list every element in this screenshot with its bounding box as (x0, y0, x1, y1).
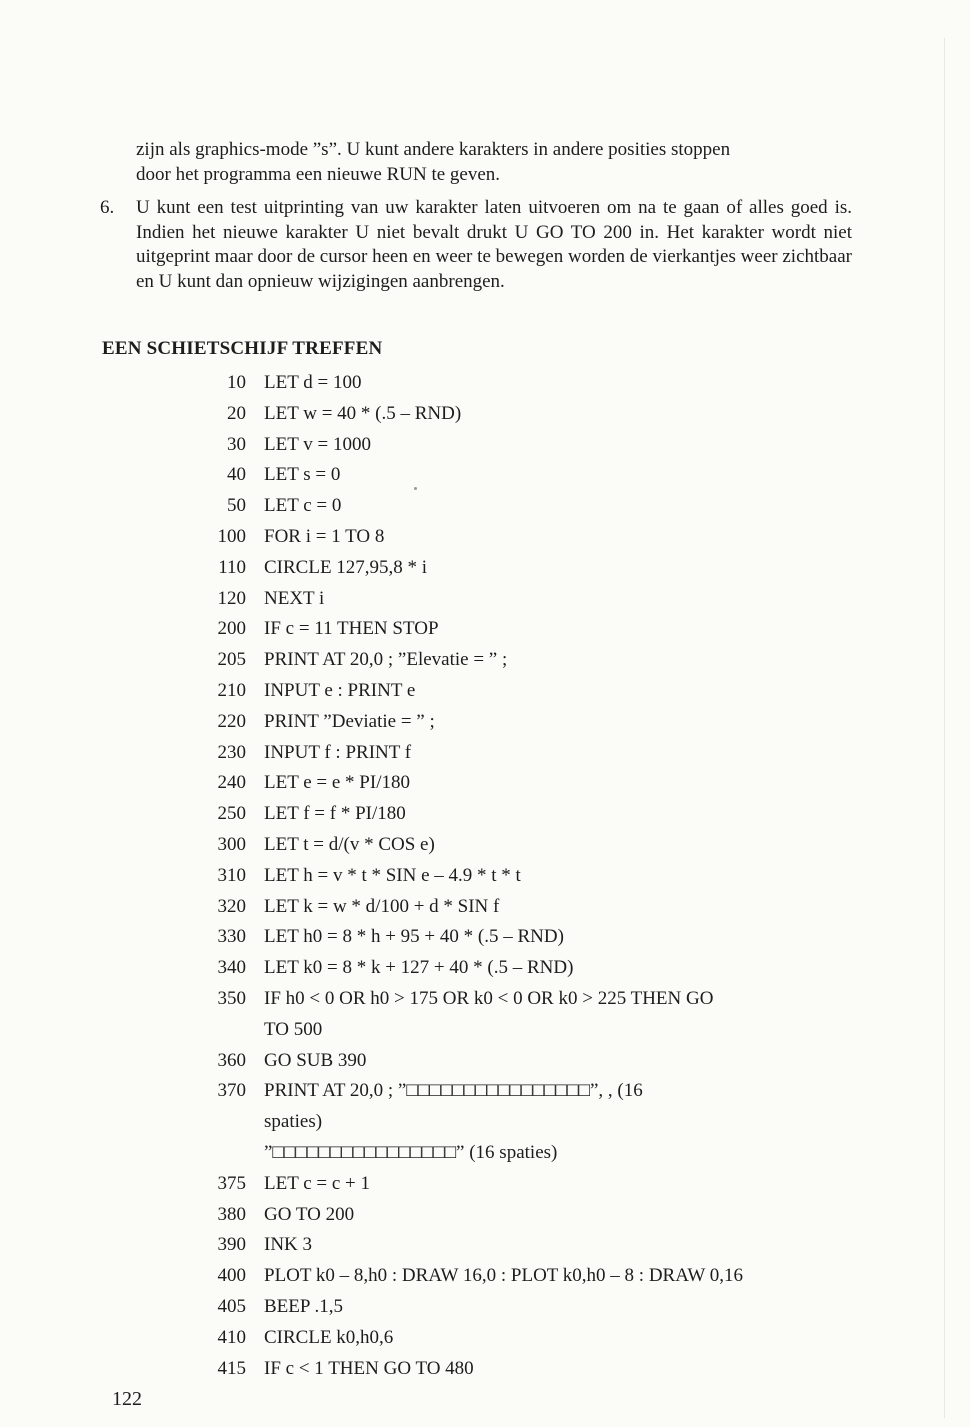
code-statement: IF c = 11 THEN STOP (264, 618, 439, 640)
line-number: 415 (217, 1357, 246, 1379)
code-line (198, 984, 878, 1015)
line-number: 100 (217, 525, 246, 547)
code-statement: LET h0 = 8 * h + 95 + 40 * (.5 – RND) (264, 926, 564, 948)
code-line (198, 830, 878, 861)
code-line (198, 861, 878, 892)
line-number: 370 (217, 1080, 246, 1102)
code-statement: PLOT k0 – 8,h0 : DRAW 16,0 : PLOT k0,h0 – 8 : DRAW 0,16 (264, 1265, 744, 1287)
intro-line-2: door het programma een nieuwe RUN te geven. (136, 164, 501, 185)
code-statement: PRINT ”Deviatie = ” ; (264, 710, 435, 732)
code-continuation-text: spaties) (264, 1111, 323, 1133)
code-statement: LET s = 0 (264, 464, 341, 486)
page-number: 122 (112, 1388, 142, 1410)
code-statement: LET k = w * d/100 + d * SIN f (264, 895, 500, 917)
line-number: 375 (217, 1172, 246, 1194)
line-number: 250 (217, 803, 246, 825)
code-line (198, 1292, 878, 1323)
line-number: 230 (217, 741, 246, 763)
code-statement: LET v = 1000 (264, 433, 371, 455)
line-number: 205 (217, 649, 246, 671)
code-line (198, 1354, 878, 1385)
code-continuation (198, 1015, 878, 1046)
code-statement: INPUT f : PRINT f (264, 741, 412, 763)
code-line (198, 1200, 878, 1231)
code-statement: IF h0 < 0 OR h0 > 175 OR k0 < 0 OR k0 > 225 THEN GO (264, 987, 714, 1009)
code-statement: LET c = c + 1 (264, 1172, 371, 1194)
code-line (198, 738, 878, 769)
code-statement: LET d = 100 (264, 372, 362, 393)
item-number: 6. (100, 197, 115, 218)
line-number: 50 (227, 495, 246, 517)
code-continuation-text: TO 500 (264, 1018, 323, 1040)
intro-line-1: zijn als graphics-mode ”s”. U kunt andere karakters in andere posities stoppen (136, 139, 731, 160)
line-number: 210 (217, 679, 246, 701)
code-statement: LET k0 = 8 * k + 127 + 40 * (.5 – RND) (264, 957, 574, 979)
code-continuation (198, 1107, 878, 1138)
code-statement: GO TO 200 (264, 1203, 355, 1225)
line-number: 20 (227, 402, 246, 424)
line-number: 310 (217, 864, 246, 886)
line-number: 360 (217, 1049, 246, 1071)
code-statement: LET f = f * PI/180 (264, 803, 406, 825)
code-line (198, 584, 878, 615)
line-number: 300 (217, 833, 246, 855)
line-number: 350 (217, 987, 246, 1009)
code-line (198, 953, 878, 984)
code-statement: LET w = 40 * (.5 – RND) (264, 402, 462, 424)
code-line (198, 645, 878, 676)
code-continuation-text: ”□□□□□□□□□□□□□□□□” (16 spaties) (264, 1141, 558, 1163)
line-number: 240 (217, 772, 246, 794)
code-line (198, 676, 878, 707)
code-line (198, 892, 878, 923)
code-statement: CIRCLE 127,95,8 * i (264, 556, 428, 578)
program-listing (198, 368, 878, 1384)
code-line (198, 368, 878, 399)
line-number: 405 (217, 1295, 246, 1317)
code-statement: PRINT AT 20,0 ; ”□□□□□□□□□□□□□□□□”, , (16 (264, 1080, 643, 1102)
code-line (198, 460, 878, 491)
line-number: 390 (217, 1234, 246, 1256)
line-number: 200 (217, 618, 246, 640)
code-statement: INPUT e : PRINT e (264, 679, 416, 701)
line-number: 330 (217, 926, 246, 948)
code-line (198, 491, 878, 522)
code-line (198, 1046, 878, 1077)
code-line (198, 707, 878, 738)
code-statement: BEEP .1,5 (264, 1295, 343, 1317)
code-line (198, 430, 878, 461)
code-statement: INK 3 (264, 1234, 313, 1256)
line-number: 220 (217, 710, 246, 732)
code-statement: FOR i = 1 TO 8 (264, 525, 385, 547)
section-heading: EEN SCHIETSCHIJF TREFFEN (102, 338, 383, 359)
code-statement: NEXT i (264, 587, 325, 609)
code-line (198, 553, 878, 584)
line-number: 110 (218, 556, 246, 578)
code-statement: LET c = 0 (264, 495, 342, 517)
code-line (198, 1323, 878, 1354)
code-statement: IF c < 1 THEN GO TO 480 (264, 1357, 474, 1379)
code-line (198, 1230, 878, 1261)
code-statement: LET e = e * PI/180 (264, 772, 410, 794)
code-line (198, 1076, 878, 1107)
line-number: 410 (217, 1326, 246, 1348)
code-line (198, 1169, 878, 1200)
line-number: 320 (217, 895, 246, 917)
line-number: 120 (217, 587, 246, 609)
line-number: 10 (227, 372, 246, 393)
code-statement: LET h = v * t * SIN e – 4.9 * t * t (264, 864, 521, 886)
line-number: 400 (217, 1265, 246, 1287)
code-continuation (198, 1138, 878, 1169)
code-line (198, 399, 878, 430)
line-number: 30 (227, 433, 246, 455)
line-number: 380 (217, 1203, 246, 1225)
code-statement: CIRCLE k0,h0,6 (264, 1326, 394, 1348)
code-line (198, 799, 878, 830)
code-line (198, 922, 878, 953)
item-text: U kunt een test uitprinting van uw karakter laten uitvoeren om na te gaan of alles goed is. Indien het nieuwe karakter U niet bevalt drukt U GO TO 200 in. Het karakter wordt niet uitgeprint maar door de cursor heen en weer te bewegen worden de vierkantjes weer zichtbaar en U kunt dan opnieuw wijzigingen aanbrengen. (136, 197, 852, 292)
page-edge-shadow (944, 38, 945, 1418)
code-statement: PRINT AT 20,0 ; ”Elevatie = ” ; (264, 649, 508, 671)
line-number: 340 (217, 957, 246, 979)
code-line (198, 614, 878, 645)
code-line (198, 768, 878, 799)
code-line (198, 1261, 878, 1292)
line-number: 40 (227, 464, 246, 486)
code-statement: GO SUB 390 (264, 1049, 367, 1071)
code-statement: LET t = d/(v * COS e) (264, 833, 435, 855)
code-line (198, 522, 878, 553)
